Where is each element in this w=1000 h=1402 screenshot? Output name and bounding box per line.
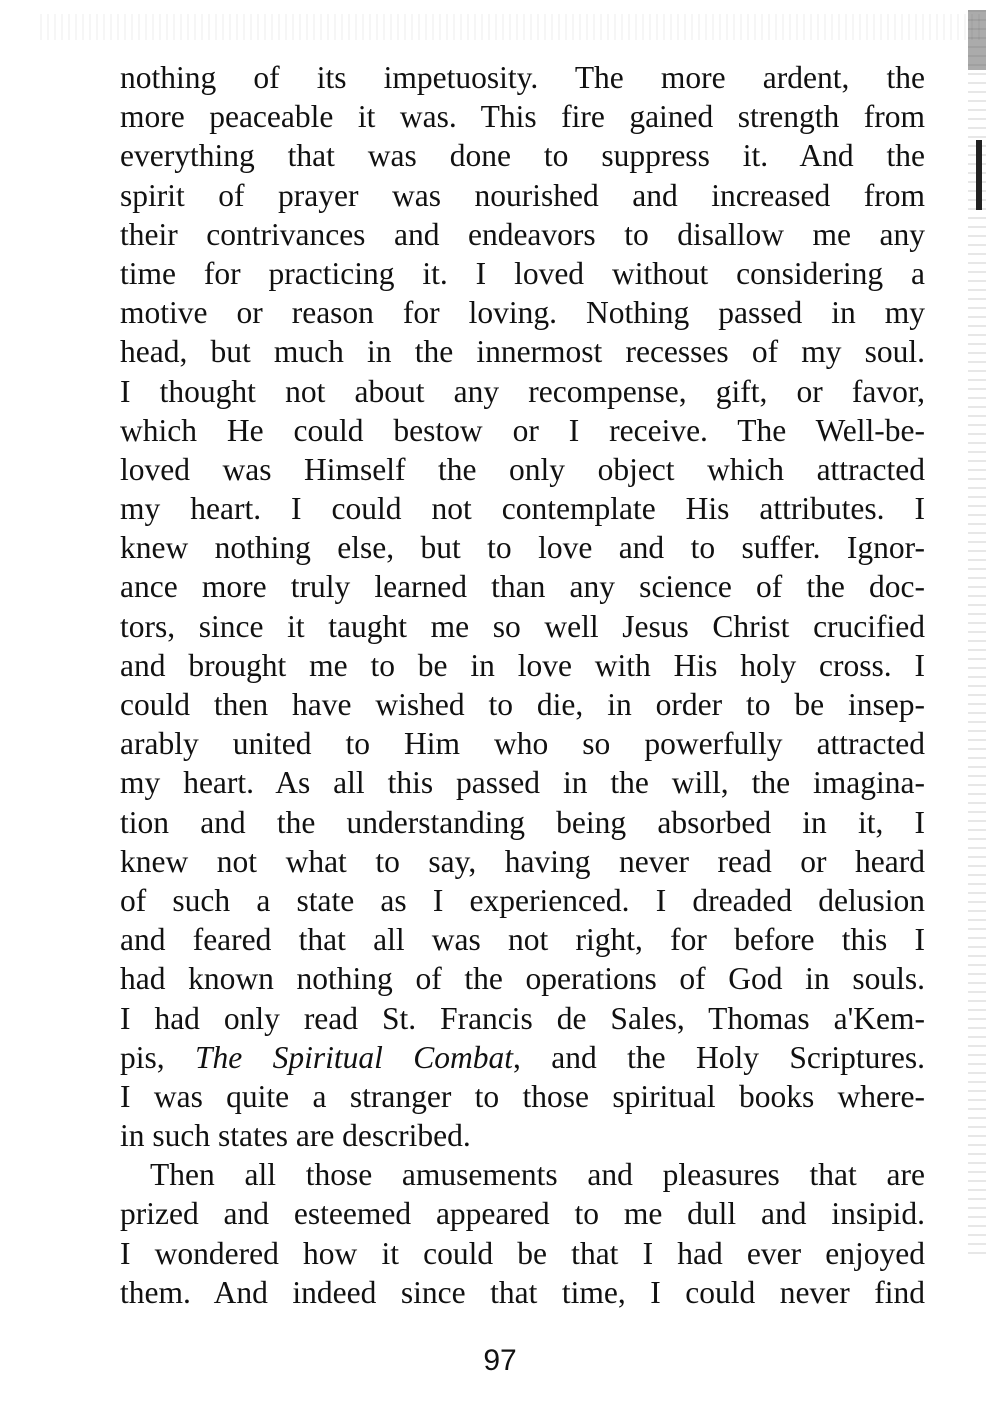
scan-noise-top (40, 14, 980, 40)
text-line: I was quite a stranger to those spiritual books where- (120, 1078, 925, 1114)
text-line-with-italic-title: pis, The Spiritual Combat, and the Holy Scriptures. (120, 1039, 925, 1075)
text-line: spirit of prayer was nourished and increased from (120, 177, 925, 213)
text-line: tion and the understanding being absorbed in it, I (120, 804, 925, 840)
text-line: could then have wished to die, in order to be insep- (120, 687, 925, 722)
text-line: ance more truly learned than any science of the doc- (120, 569, 925, 605)
text-line: motive or reason for loving. Nothing passed in my (120, 295, 925, 331)
book-title: The Spiritual Combat (195, 1039, 514, 1075)
scan-edge-mark (976, 140, 982, 210)
text-line: tors, since it taught me so well Jesus Christ crucified (120, 608, 925, 644)
text-line: their contrivances and endeavors to disallow me any (120, 216, 925, 252)
text-line: more peaceable it was. This fire gained strength from (120, 99, 925, 135)
text-line: everything that was done to suppress it. And the (120, 138, 925, 174)
text-line: nothing of its impetuosity. The more ardent, the (120, 60, 925, 95)
text-line: my heart. I could not contemplate His attributes. I (120, 491, 925, 527)
text-line: them. And indeed since that time, I could never find (120, 1274, 925, 1310)
text-line: I had only read St. Francis de Sales, Thomas a'Kem- (120, 1000, 925, 1036)
text-line: loved was Himself the only object which attracted (120, 451, 925, 487)
page-number: 97 (483, 1344, 517, 1377)
paragraph-2 (120, 1155, 925, 1312)
text-line: I wondered how it could be that I had ever enjoyed (120, 1235, 925, 1271)
paragraph-1 (120, 58, 925, 1155)
text-line: in such states are described. (120, 1118, 471, 1154)
text-line: head, but much in the innermost recesses of my soul. (120, 334, 925, 370)
text-line: which He could bestow or I receive. The Well-be- (120, 412, 925, 448)
text-line: had known nothing of the operations of God in souls. (120, 961, 925, 997)
text-line: prized and esteemed appeared to me dull and insipid. (120, 1196, 925, 1232)
text-line: time for practicing it. I loved without considering a (120, 255, 925, 291)
body-text (120, 58, 925, 1312)
text-line: knew not what to say, having never read or heard (120, 843, 925, 879)
text-line: my heart. As all this passed in the will, the imagina- (120, 765, 925, 801)
text-line: arably united to Him who so powerfully attracted (120, 726, 925, 762)
text-line: knew nothing else, but to love and to suffer. Ignor- (120, 530, 925, 566)
text-line: and feared that all was not right, for before this I (120, 922, 925, 958)
text-line: and brought me to be in love with His holy cross. I (120, 647, 925, 683)
text-line: of such a state as I experienced. I dreaded delusion (120, 882, 925, 918)
text-line: I thought not about any recompense, gift, or favor, (120, 373, 925, 409)
text-line: Then all those amusements and pleasures that are (150, 1157, 925, 1193)
